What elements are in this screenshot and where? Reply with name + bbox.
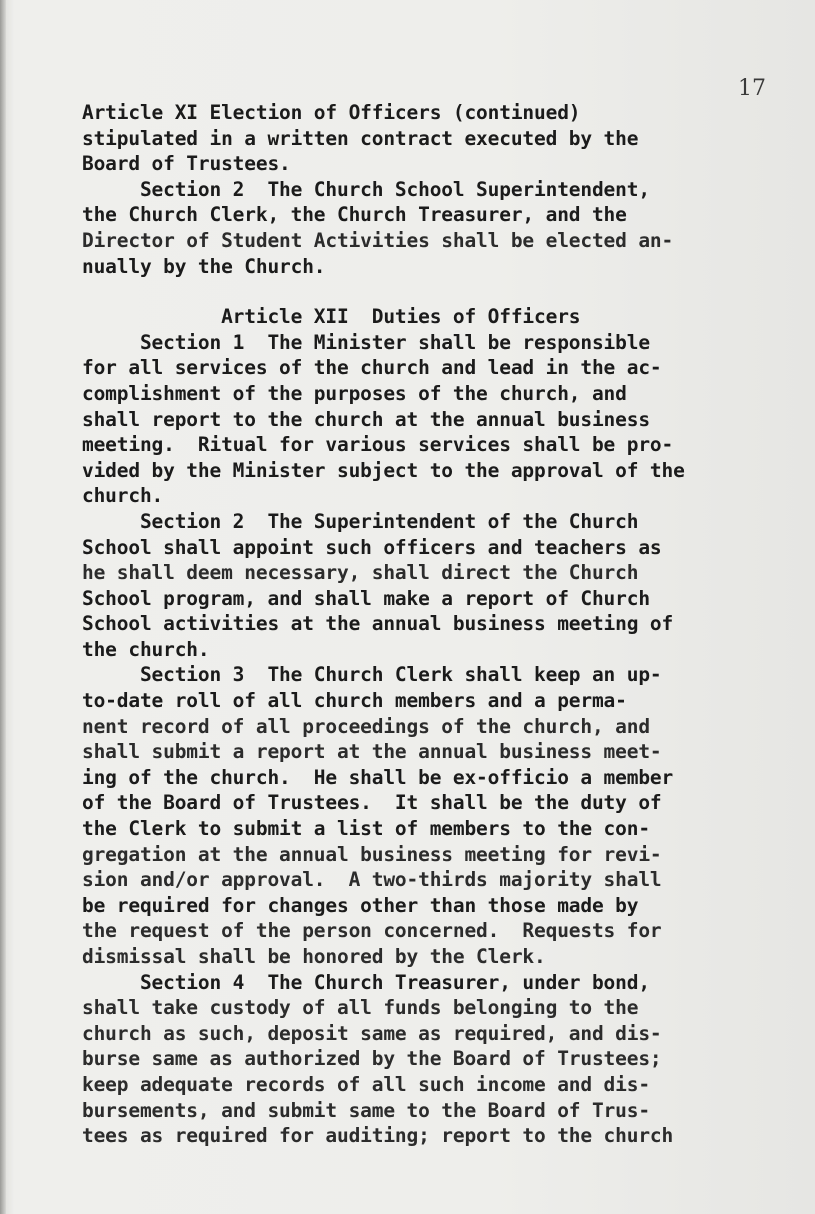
text-line: Article XI Election of Officers (continued) (82, 101, 581, 124)
text-line: he shall deem necessary, shall direct the Church (82, 561, 639, 585)
text-line: the Clerk to submit a list of members to the con- (82, 817, 650, 841)
text-line: of the Board of Trustees. It shall be the duty of (82, 791, 662, 815)
text-line: the church. (82, 637, 210, 661)
text-line: meeting. Ritual for various services shall be pro- (82, 433, 674, 457)
text-line: ing of the church. He shall be ex-officio a member (82, 765, 674, 789)
text-line: tees as required for auditing; report to the church (82, 1124, 674, 1148)
text-line: to-date roll of all church members and a perma- (82, 689, 627, 713)
text-line: Section 4 The Church Treasurer, under bond, (82, 970, 650, 994)
text-line: shall take custody of all funds belonging to the (82, 996, 639, 1020)
text-line: dismissal shall be honored by the Clerk. (82, 945, 546, 968)
article-heading: Article XII Duties of Officers (82, 305, 581, 329)
text-line: shall submit a report at the annual business meet- (82, 740, 662, 764)
text-line: complishment of the purposes of the church, and (82, 381, 627, 405)
text-line: the request of the person concerned. Requests for (82, 919, 662, 943)
text-line: vided by the Minister subject to the approval of the (82, 458, 685, 482)
text-line: stipulated in a written contract executed by the (82, 126, 639, 150)
page-number: 17 (738, 76, 766, 101)
text-line: Section 1 The Minister shall be responsible (82, 330, 650, 354)
text-line: gregation at the annual business meeting for revi- (82, 842, 662, 866)
text-line: Section 3 The Church Clerk shall keep an up- (82, 663, 662, 687)
text-line: Director of Student Activities shall be elected an- (82, 228, 674, 252)
text-line: nually by the Church. (82, 254, 326, 278)
text-line: be required for changes other than those made by (82, 893, 639, 917)
page-binding-edge (0, 0, 6, 1214)
text-line: for all services of the church and lead in the ac- (82, 356, 662, 380)
text-line: School activities at the annual business meeting of (82, 612, 674, 636)
text-line: Section 2 The Superintendent of the Church (82, 509, 639, 533)
text-line: keep adequate records of all such income and dis- (82, 1072, 650, 1096)
text-line: Section 2 The Church School Superintendent, (82, 177, 650, 201)
text-line: Board of Trustees. (82, 152, 291, 176)
text-line: the Church Clerk, the Church Treasurer, and the (82, 203, 627, 227)
text-line: church. (82, 484, 164, 508)
paragraph-gap (82, 279, 782, 304)
text-line: shall report to the church at the annual business (82, 407, 650, 431)
text-line: nent record of all proceedings of the church, and (82, 714, 650, 738)
text-line: burse same as authorized by the Board of Trustees; (82, 1047, 662, 1071)
text-line: bursements, and submit same to the Board of Trus- (82, 1098, 650, 1122)
document-body (82, 100, 782, 1149)
text-line: church as such, deposit same as required, and dis- (82, 1021, 662, 1045)
text-line: School program, and shall make a report of Church (82, 586, 650, 610)
text-line: sion and/or approval. A two-thirds majority shall (82, 868, 662, 892)
text-line: School shall appoint such officers and teachers as (82, 535, 662, 559)
